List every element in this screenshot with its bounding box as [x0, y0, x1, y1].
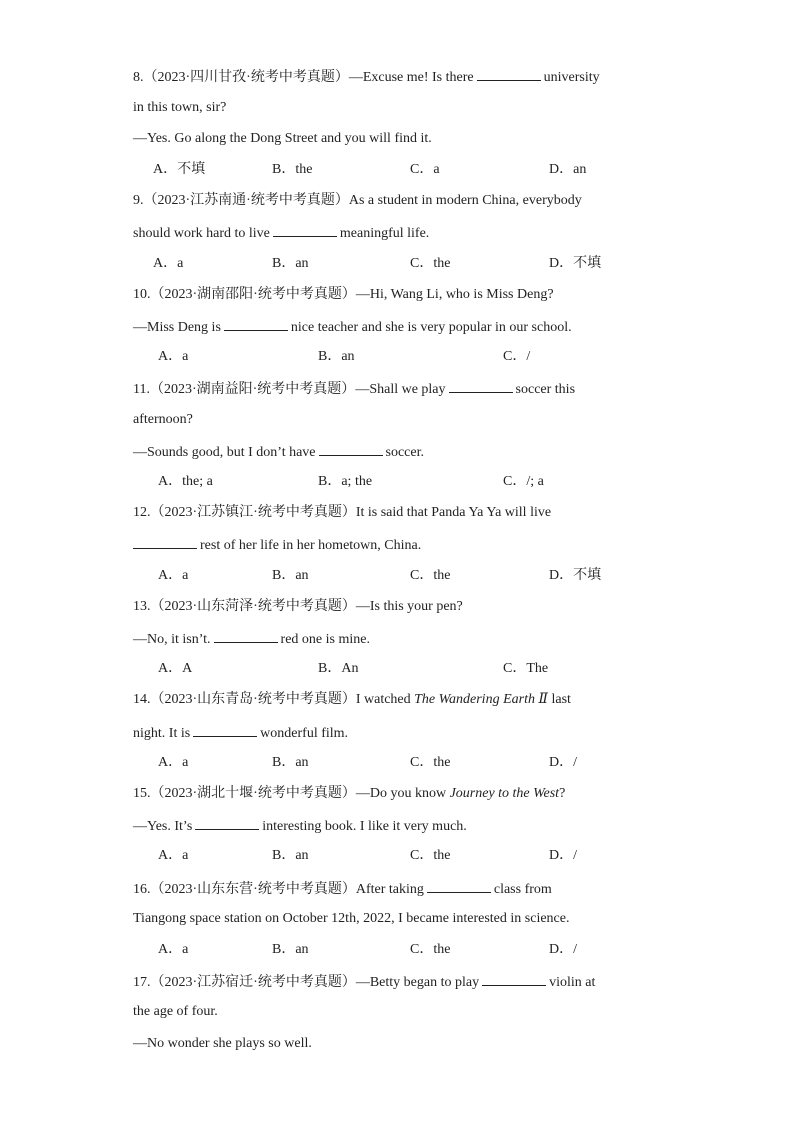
option-d: D．不填 — [549, 256, 602, 271]
option-a: A．a — [158, 568, 189, 583]
question-16-stem-cont: Tiangong space station on October 12th, 2022, I became interested in science. — [133, 911, 570, 926]
option-a: A．a — [158, 848, 189, 863]
option-b: B．an — [272, 755, 309, 770]
option-a: A．不填 — [153, 162, 206, 177]
answer-blank — [477, 66, 541, 81]
option-b: B．an — [272, 848, 309, 863]
option-c: C．the — [410, 256, 451, 271]
question-10-stem-cont: —Miss Deng is nice teacher and she is very popular in our school. — [133, 316, 572, 338]
option-d: D．/ — [549, 755, 577, 770]
option-d: D．an — [549, 162, 587, 177]
option-c: C．The — [503, 661, 549, 676]
option-b: B．An — [318, 661, 359, 676]
answer-blank — [224, 316, 288, 331]
answer-blank — [195, 815, 259, 830]
answer-blank — [427, 878, 491, 893]
question-11-response: —Sounds good, but I don’t have soccer. — [133, 441, 424, 463]
question-12-stem-cont: rest of her life in her hometown, China. — [133, 534, 421, 556]
option-d: D．/ — [549, 942, 577, 957]
question-11-stem-cont: afternoon? — [133, 412, 193, 427]
question-11-stem: 11.（2023·湖南益阳·统考中考真题）—Shall we play soccer this — [133, 378, 575, 400]
question-16-stem: 16.（2023·山东东营·统考中考真题）After taking class from — [133, 878, 552, 900]
option-d: D．不填 — [549, 568, 602, 583]
option-b: B．a; the — [318, 474, 373, 489]
answer-blank — [482, 971, 546, 986]
option-a: A．the; a — [158, 474, 213, 489]
option-c: C．a — [410, 162, 440, 177]
option-b: B．an — [272, 568, 309, 583]
question-14-stem: 14.（2023·山东青岛·统考中考真题）I watched The Wandering Earth Ⅱ last — [133, 692, 571, 707]
question-15-response: —Yes. It’s interesting book. I like it very much. — [133, 815, 467, 837]
question-14-stem-cont: night. It is wonderful film. — [133, 722, 348, 744]
film-title: The Wandering Earth Ⅱ — [414, 692, 548, 707]
option-c: C．the — [410, 755, 451, 770]
answer-blank — [193, 722, 257, 737]
option-a: A．a — [158, 755, 189, 770]
question-8-stem-cont: in this town, sir? — [133, 100, 227, 115]
answer-blank — [319, 441, 383, 456]
question-13-stem: 13.（2023·山东菏泽·统考中考真题）—Is this your pen? — [133, 599, 463, 614]
question-10-stem: 10.（2023·湖南邵阳·统考中考真题）—Hi, Wang Li, who is Miss Deng? — [133, 287, 554, 302]
question-17-stem: 17.（2023·江苏宿迁·统考中考真题）—Betty began to play violin at — [133, 971, 595, 993]
question-17-stem-cont: the age of four. — [133, 1004, 218, 1019]
question-15-stem: 15.（2023·湖北十堰·统考中考真题）—Do you know Journey to the West? — [133, 786, 566, 801]
option-c: C．the — [410, 942, 451, 957]
option-a: A．a — [158, 942, 189, 957]
answer-blank — [133, 534, 197, 549]
option-a: A．A — [158, 661, 193, 676]
option-b: B．an — [272, 256, 309, 271]
option-b: B．the — [272, 162, 313, 177]
option-c: C．/; a — [503, 474, 544, 489]
answer-blank — [449, 378, 513, 393]
question-13-response: —No, it isn’t. red one is mine. — [133, 628, 370, 650]
answer-blank — [214, 628, 278, 643]
option-d: D．/ — [549, 848, 577, 863]
option-a: A．a — [153, 256, 184, 271]
question-17-response: —No wonder she plays so well. — [133, 1036, 312, 1051]
question-9-stem: 9.（2023·江苏南通·统考中考真题）As a student in modern China, everybody — [133, 193, 582, 208]
question-9-stem-cont: should work hard to live meaningful life. — [133, 222, 429, 244]
option-c: C．/ — [503, 349, 531, 364]
answer-blank — [273, 222, 337, 237]
question-8-response: —Yes. Go along the Dong Street and you will find it. — [133, 131, 432, 146]
question-12-stem: 12.（2023·江苏镇江·统考中考真题）It is said that Panda Ya Ya will live — [133, 505, 552, 520]
option-c: C．the — [410, 848, 451, 863]
option-a: A．a — [158, 349, 189, 364]
option-c: C．the — [410, 568, 451, 583]
option-b: B．an — [318, 349, 355, 364]
option-b: B．an — [272, 942, 309, 957]
book-title: Journey to the West — [449, 786, 560, 801]
question-8-stem: 8.（2023·四川甘孜·统考中考真题）—Excuse me! Is there university — [133, 66, 600, 88]
